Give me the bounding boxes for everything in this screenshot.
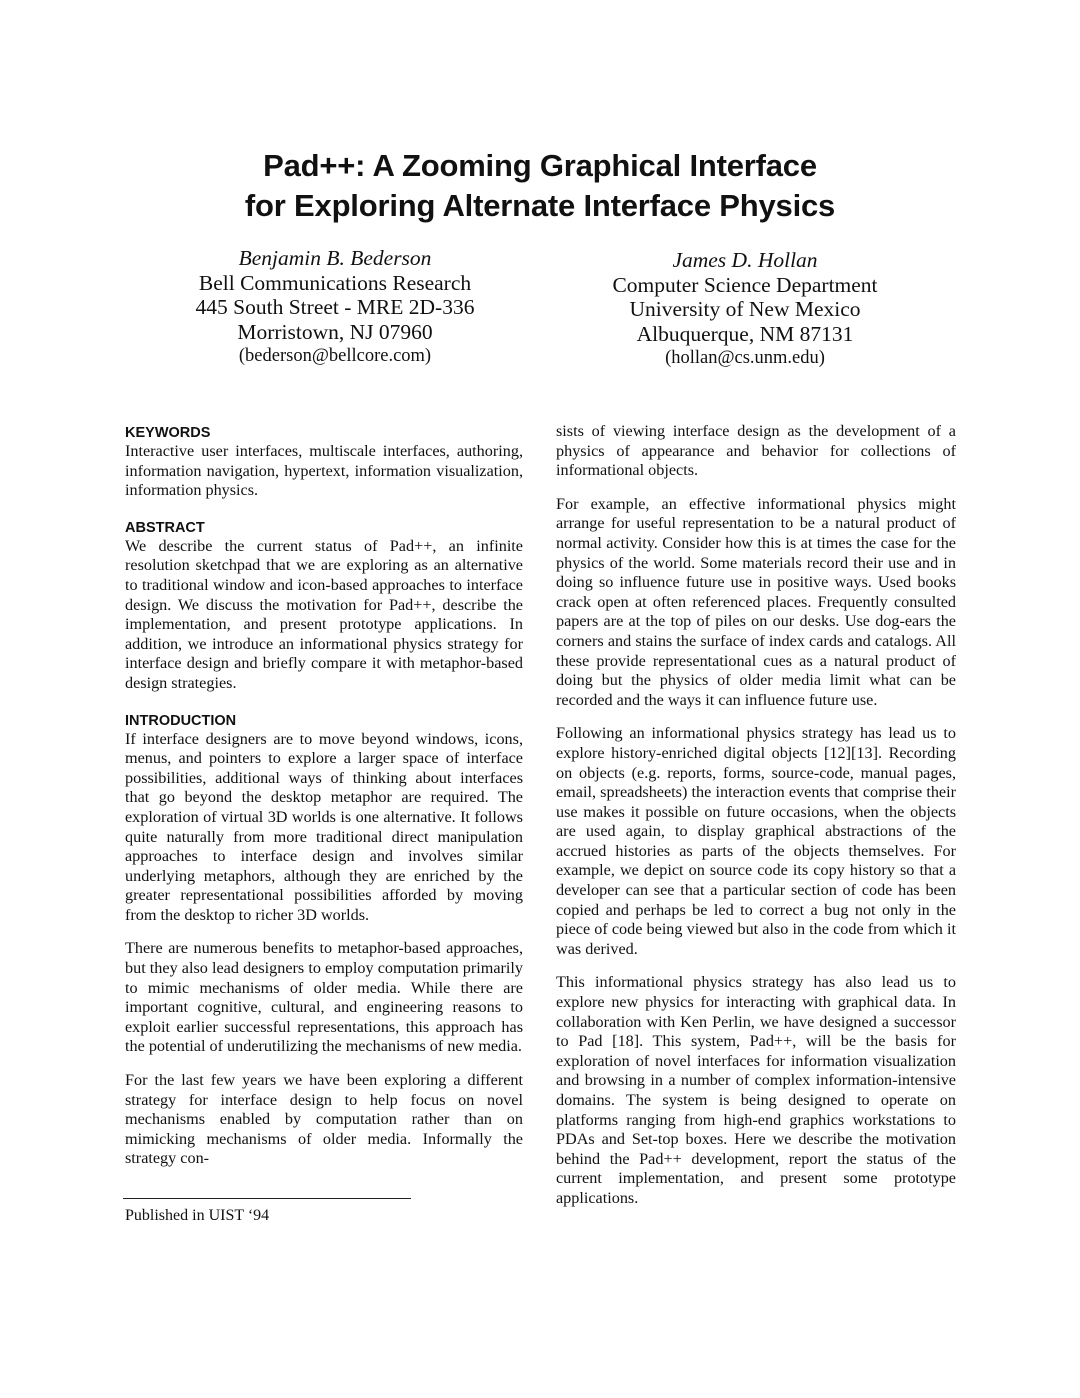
author-address-line-1: University of New Mexico	[629, 297, 861, 321]
keywords-heading: KEYWORDS	[125, 425, 211, 441]
keywords-text: Interactive user interfaces, multiscale interfaces, authoring, information navigation, hypertext, information visualization, information physics.	[125, 442, 523, 500]
author-email: (hollan@cs.unm.edu)	[665, 348, 825, 368]
author-address-line-1: 445 South Street - MRE 2D-336	[195, 295, 475, 319]
abstract-section	[125, 519, 523, 694]
footnote-divider	[123, 1198, 411, 1199]
author-address-line-2: Albuquerque, NM 87131	[636, 321, 854, 346]
keywords-section	[125, 424, 523, 501]
publication-footnote: Published in UIST ‘94	[125, 1207, 270, 1224]
title-line-1: Pad++: A Zooming Graphical Interface	[263, 148, 817, 183]
introduction-paragraph: There are numerous benefits to metaphor-based approaches, but they also lead designers to employ computation primarily to mimic mechanisms of older media. While there are important cognitive, cultural, and engineering reasons to exploit earlier successful representations, this approach has the potential of underutilizing the mechanisms of new media.	[125, 939, 523, 1056]
body-paragraph: Following an informational physics strategy has lead us to explore history-enriched digital objects [12][13]. Recording on objects (e.g. reports, forms, source-code, manual pages, email, spreadsheets) the interaction events that comprise their use makes it possible on future occasions, when the objects are used again, to display graphical abstractions of the accrued histories as parts of the objects themselves. For example, we depict on source code its copy history so that a developer can see that a particular section of code has been copied and perhaps be led to correct a bug not only in the piece of code being viewed but also in the code from which it was derived.	[556, 724, 956, 958]
body-paragraph: For example, an effective informational physics might arrange for useful representation to be a natural product of normal activity. Consider how this is at times the case for the physics of the world. Some materials record their use and in doing so influence future use in positive ways. Used books crack open at often referenced places. Frequently consulted papers are at the top of piles on our desks. Use dog-ears the corners and stains the surface of index cards and catalogs. All these provide representational cues as a natural product of doing but the physics of older media limit what can be recorded and the ways it can influence future use.	[556, 494, 956, 709]
author-block-2	[580, 248, 910, 371]
body-paragraph: sists of viewing interface design as the development of a physics of appearance and behavior for collections of informational objects.	[556, 422, 956, 480]
author-name: James D. Hollan	[672, 248, 818, 272]
author-block-1	[170, 246, 500, 369]
author-email: (bederson@bellcore.com)	[238, 346, 432, 366]
introduction-section	[125, 712, 523, 1169]
author-affiliation: Bell Communications Research	[198, 270, 472, 295]
paper-title	[0, 146, 1080, 226]
author-affiliation: Computer Science Department	[612, 272, 878, 297]
abstract-text: We describe the current status of Pad++, an infinite resolution sketchpad that we are exploring as an alternative to traditional window and icon-based approaches to interface design. We discuss the motivation for Pad++, describe the implementation, and present prototype applications. In addition, we introduce an informational physics strategy for interface design and briefly compare it with metaphor-based design strategies.	[125, 536, 523, 692]
introduction-paragraph: If interface designers are to move beyond windows, icons, menus, and pointers to explore a larger space of interface possibilities, additional ways of thinking about interfaces that go beyond the desktop metaphor are required. The exploration of virtual 3D worlds is one alternative. It follows quite naturally from more traditional direct manipulation approaches to interface design and involves similar underlying metaphors, although they are enriched by the greater representational possibilities afforded by moving from the desktop to richer 3D worlds.	[125, 729, 523, 924]
author-name: Benjamin B. Bederson	[238, 246, 432, 270]
abstract-heading: ABSTRACT	[125, 519, 205, 536]
left-column	[125, 424, 523, 1187]
title-line-2: for Exploring Alternate Interface Physics	[244, 188, 836, 223]
body-paragraph: This informational physics strategy has also lead us to explore new physics for interacting with graphical data. In collaboration with Ken Perlin, we have designed a successor to Pad [18]. This system, Pad++, will be the basis for exploration of novel interfaces for information visualization and browsing in a number of complex information-intensive domains. The system is being designed to operate on platforms ranging from high-end graphics workstations to PDAs and Set-top boxes. Here we describe the motivation behind the Pad++ development, report the status of the current implementation, and present some prototype applications.	[556, 973, 956, 1207]
right-column	[556, 422, 956, 1223]
introduction-paragraph: For the last few years we have been exploring a different strategy for interface design to help focus on novel mechanisms enabled by computation rather than on mimicking mechanisms of older media. Informally the strategy con-	[125, 1071, 523, 1168]
introduction-heading: INTRODUCTION	[125, 712, 237, 729]
author-address-line-2: Morristown, NJ 07960	[237, 319, 433, 344]
